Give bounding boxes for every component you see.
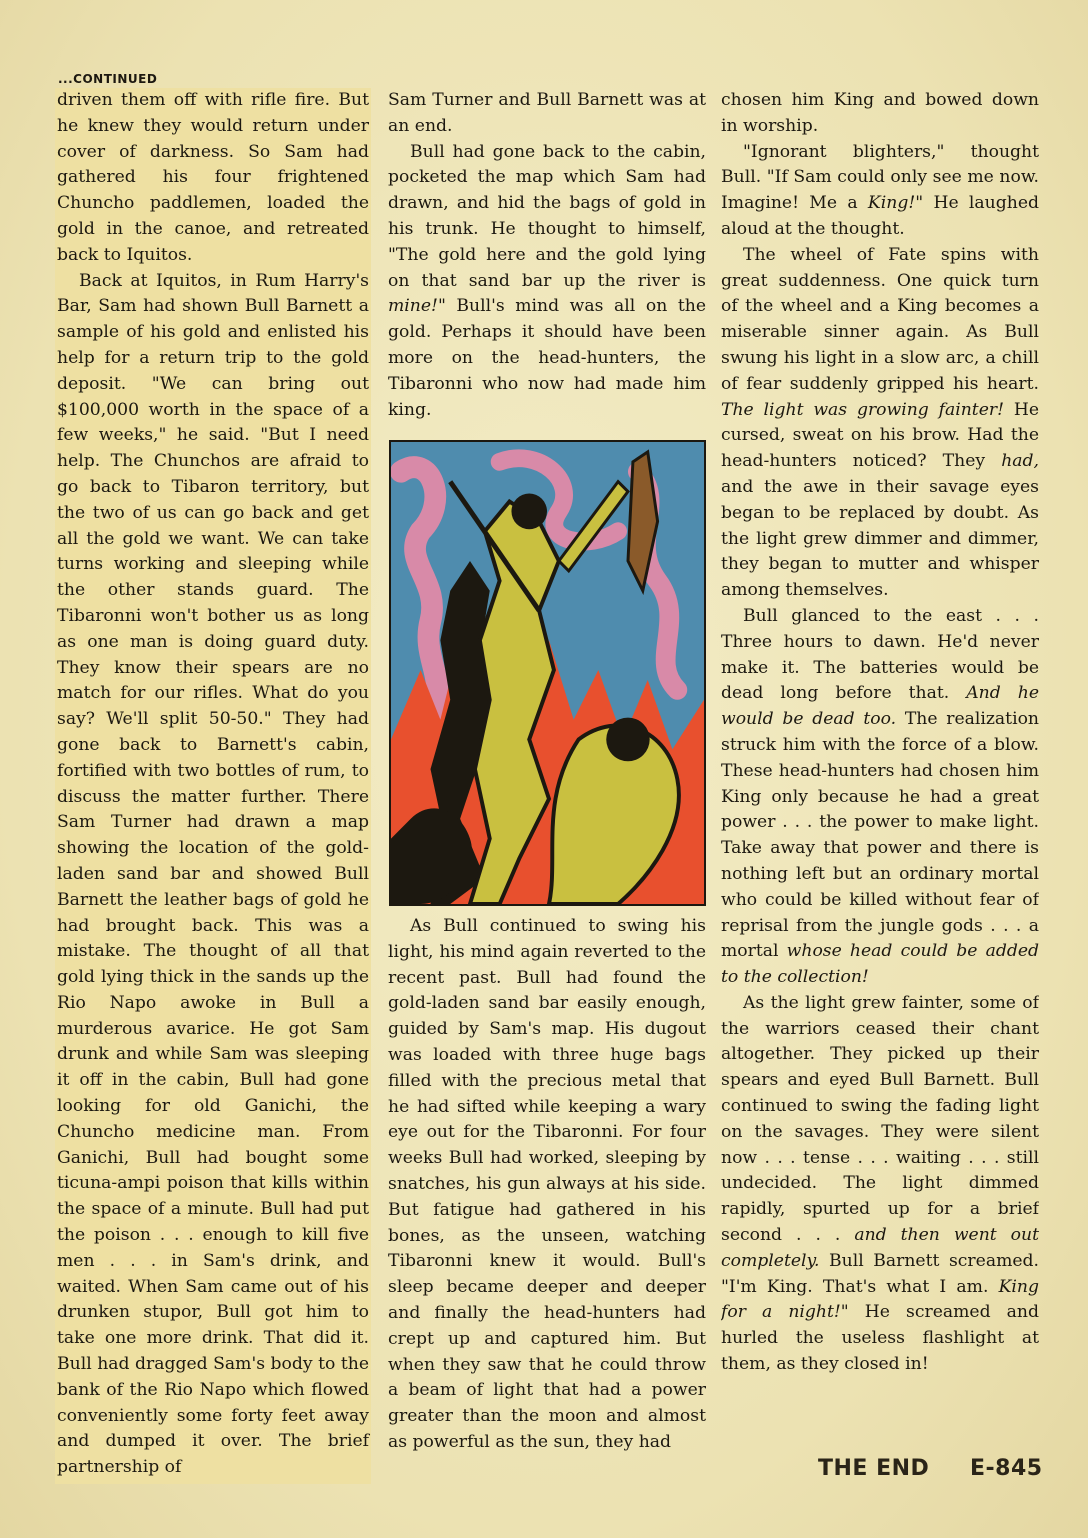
col3-p3-mid: He cursed, sweat on his brow. Had the head-hunters noticed? They bbox=[721, 399, 1039, 472]
page-code: E-845 bbox=[970, 1456, 1043, 1481]
head-hunters-illustration bbox=[389, 440, 706, 906]
col3-p3-emphasis-2: had, bbox=[1001, 451, 1039, 472]
col3-p2-text: "Ignorant blighters," thought Bull. "If Sam could only see me now. Imagine! Me a bbox=[721, 141, 1039, 214]
col2-paragraph-1: Sam Turner and Bull Barnett was at an end. bbox=[388, 90, 706, 136]
text-column-2-bottom bbox=[388, 914, 706, 1482]
warrior-head bbox=[511, 494, 547, 530]
col3-p5-mid: Bull Barnett screamed. "I'm King. That's what I am. bbox=[721, 1250, 1039, 1297]
col3-p4-mid: The realization struck him with the force of a blow. These head-hunters had chosen him King only because he had a great power . . . the power to make light. Take away that power and there is nothing left but an ordinary mortal who could be killed without fear of reprisal from the jungle gods . . . a mortal bbox=[721, 709, 1039, 962]
col3-p3-tail: and the awe in their savage eyes began to be replaced by doubt. As the light grew dimmer and dimmer, they began to mutter and whisper among themselves. bbox=[721, 476, 1039, 601]
text-column-1 bbox=[55, 88, 371, 1484]
col1-paragraph-2: Back at Iquitos, in Rum Harry's Bar, Sam had shown Bull Barnett a sample of his gold and enlisted his help for a return trip to the gold deposit. "We can bring out $100,000 worth in the space of a few weeks," he said. "But I need help. The Chunchos are afraid to go back to Tibaron territory, but the two of us can go back and get all the gold we want. We can take turns working and sleeping while the other stands guard. The Tibaronni won't bother us as long as one man is doing guard duty. They know their spears are no match for our rifles. What do you say? We'll split 50-50." They had gone back to Barnett's cabin, fortified with two bottles of rum, to discuss the matter further. There Sam Turner had drawn a map showing the location of the gold-laden sand bar and showed Bull Barnett the leather bags of gold he had brought back. This was a mistake. The thought of all that gold lying thick in the sands up the Rio Napo awoke in Bull a murderous avarice. He got Sam drunk and while Sam was sleeping it off in the cabin, Bull had gone looking for old Ganichi, the Chuncho medicine man. From Ganichi, Bull had bought some ticuna-ampi poison that kills within the space of a minute. Bull had put the poison . . . enough to kill five men . . . in Sam's drink, and waited. When Sam came out of his drunken stupor, Bull got him to take one more drink. That did it. Bull had dragged Sam's body to the bank of the Rio Napo which flowed conveniently some forty feet away and dumped it over. The brief partnership of bbox=[57, 270, 369, 1478]
col3-paragraph-1: chosen him King and bowed down in worship. bbox=[721, 90, 1039, 136]
col3-p5-text: As the light grew fainter, some of the warriors ceased their chant altogether. They picked up their spears and eyed Bull Barnett. Bull continued to swing the fading light on the savages. They were silent now . . . tense . . . waiting . . . still undecided. The light dimmed rapidly, spurted up for a brief second . . . bbox=[721, 992, 1039, 1246]
col2-p2-emphasis: mine! bbox=[388, 296, 438, 317]
col2-p2-text: Bull had gone back to the cabin, pocketed the map which Sam had drawn, and hid the bags of gold in his trunk. He thought to himself, "The gold here and the gold lying on that sand bar up the river is bbox=[388, 141, 706, 291]
the-end-label: THE END bbox=[818, 1456, 930, 1481]
col3-p4-emphasis-2: whose head could be added to the collection! bbox=[721, 941, 1039, 988]
col3-p4-emphasis: And he would be dead too. bbox=[721, 683, 1039, 730]
col3-p2-tail: " He laughed aloud at the thought. bbox=[721, 193, 1039, 239]
text-column-2-top bbox=[388, 88, 706, 424]
col2-p2-tail: " Bull's mind was all on the gold. Perhaps it should have been more on the head-hunters, the Tibaronni who now had made him king. bbox=[388, 296, 706, 420]
col3-p5-tail: " He screamed and hurled the useless flashlight at them, as they closed in! bbox=[721, 1302, 1039, 1375]
text-column-3 bbox=[721, 88, 1039, 1484]
col3-paragraph-4 bbox=[721, 604, 1039, 991]
col3-paragraph-5 bbox=[721, 991, 1039, 1378]
crouching-warrior-head bbox=[606, 718, 649, 762]
col3-p5-emphasis-2: King for a night! bbox=[721, 1276, 1039, 1323]
col2-paragraph-2 bbox=[388, 140, 706, 424]
col3-paragraph-2 bbox=[721, 140, 1039, 243]
continued-label: ...CONTINUED bbox=[58, 72, 158, 86]
col3-p3-text: The wheel of Fate spins with great suddenness. One quick turn of the wheel and a King becomes a miserable sinner again. As Bull swung his light in a slow arc, a chill of fear suddenly gripped his heart. bbox=[721, 244, 1039, 394]
col3-p3-emphasis: The light was growing fainter! bbox=[721, 399, 1004, 420]
col1-paragraph-1: driven them off with rifle fire. But he knew they would return under cover of darkness. So Sam had gathered his four frightened Chuncho paddlemen, loaded the gold in the canoe, and retreated back to Iquitos. bbox=[57, 90, 369, 265]
col3-paragraph-3 bbox=[721, 243, 1039, 604]
col3-p2-emphasis: King! bbox=[867, 193, 916, 214]
col2-paragraph-3: As Bull continued to swing his light, his mind again reverted to the recent past. Bull had found the gold-laden sand bar easily enough, guided by Sam's map. His dugout was loaded with three huge bags filled with the precious metal that he had sifted while keeping a wary eye out for the Tibaronni. For four weeks Bull had worked, sleeping by snatches, his gun always at his side. But fatigue had gathered in his bones, as the unseen, watching Tibaronni knew it would. Bull's sleep became deeper and deeper and finally the head-hunters had crept up and captured him. But when they saw that he could throw a beam of light that had a power greater than the moon and almost as powerful as the sun, they had bbox=[388, 916, 706, 1452]
illustration-svg bbox=[391, 442, 704, 904]
col3-p4-text: Bull glanced to the east . . . Three hours to dawn. He'd never make it. The batteries would be dead long before that. bbox=[721, 605, 1039, 704]
col3-p5-emphasis: and then went out completely. bbox=[721, 1225, 1039, 1271]
